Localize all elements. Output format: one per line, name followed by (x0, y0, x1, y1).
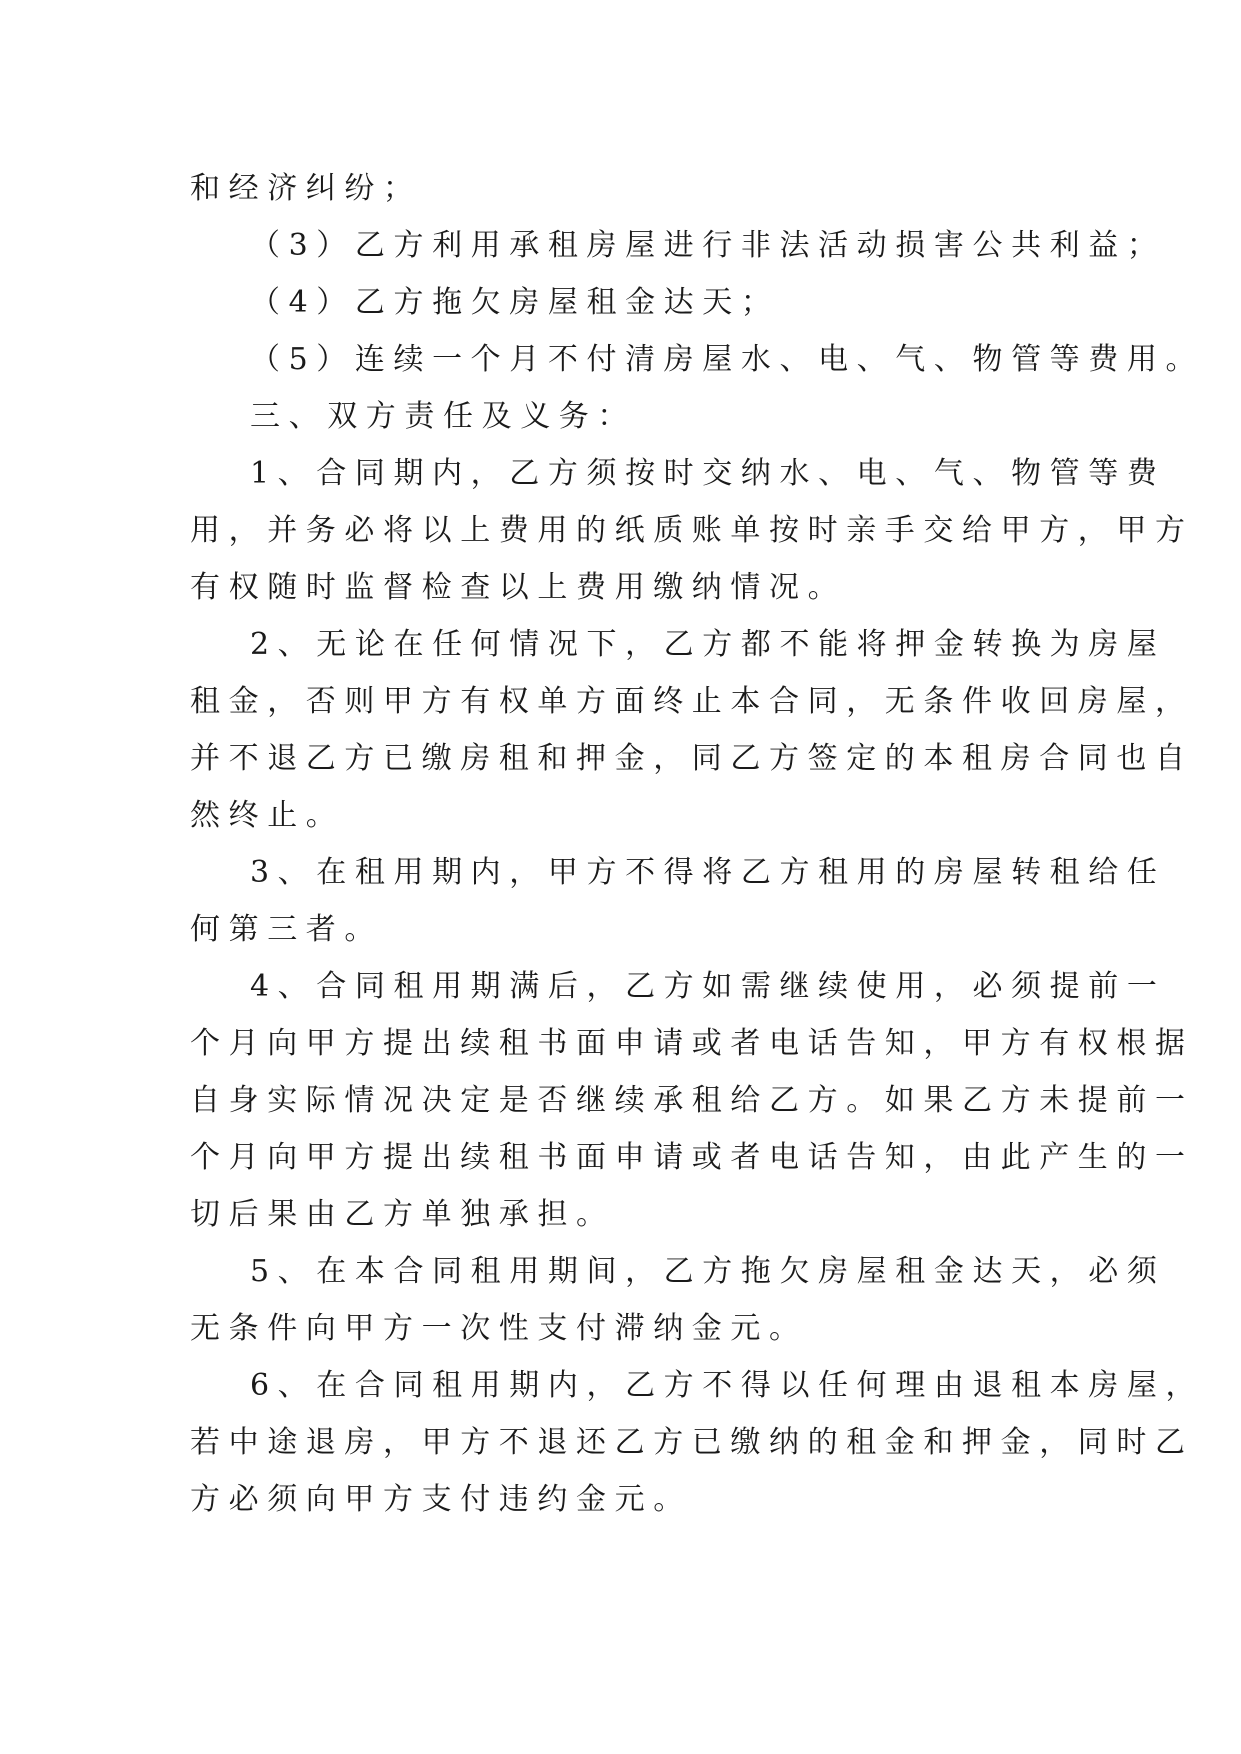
section-heading: 三、双方责任及义务： (250, 399, 636, 434)
clause-3: （3）乙方利用承租房屋进行非法活动损害公共利益； (250, 228, 1166, 263)
text-line: 切后果由乙方单独承担。 (190, 1197, 615, 1232)
item-1-line: 1、合同期内，乙方须按时交纳水、电、气、物管等费 (250, 456, 1166, 491)
item-5-line: 5、在本合同租用期间，乙方拖欠房屋租金达天，必须 (250, 1254, 1166, 1289)
item-6-line: 6、在合同租用期内，乙方不得以任何理由退租本房屋， (250, 1368, 1205, 1403)
clause-5: （5）连续一个月不付清房屋水、电、气、物管等费用。 (250, 342, 1205, 377)
text-line: 方必须向甲方支付违约金元。 (190, 1482, 692, 1517)
text-line: 个月向甲方提出续租书面申请或者电话告知，由此产生的一 (190, 1140, 1194, 1175)
item-3-line: 3、在租用期内，甲方不得将乙方租用的房屋转租给任 (250, 855, 1166, 890)
text-line: 个月向甲方提出续租书面申请或者电话告知，甲方有权根据 (190, 1026, 1194, 1061)
text-line: 然终止。 (190, 798, 345, 833)
clause-4: （4）乙方拖欠房屋租金达天； (250, 285, 780, 320)
text-line: 何第三者。 (190, 912, 383, 947)
text-line: 有权随时监督检查以上费用缴纳情况。 (190, 570, 847, 605)
text-line: 自身实际情况决定是否继续承租给乙方。如果乙方未提前一 (190, 1083, 1194, 1118)
item-4-line: 4、合同租用期满后，乙方如需继续使用，必须提前一 (250, 969, 1166, 1004)
item-2-line: 2、无论在任何情况下，乙方都不能将押金转换为房屋 (250, 627, 1166, 662)
text-line: 和经济纠纷； (190, 171, 422, 206)
text-line: 若中途退房，甲方不退还乙方已缴纳的租金和押金，同时乙 (190, 1425, 1194, 1460)
document-body (190, 160, 1205, 1528)
text-line: 租金，否则甲方有权单方面终止本合同，无条件收回房屋， (190, 684, 1194, 719)
text-line: 并不退乙方已缴房租和押金，同乙方签定的本租房合同也自 (190, 741, 1194, 776)
text-line: 无条件向甲方一次性支付滞纳金元。 (190, 1311, 808, 1346)
text-line: 用，并务必将以上费用的纸质账单按时亲手交给甲方，甲方 (190, 513, 1194, 548)
